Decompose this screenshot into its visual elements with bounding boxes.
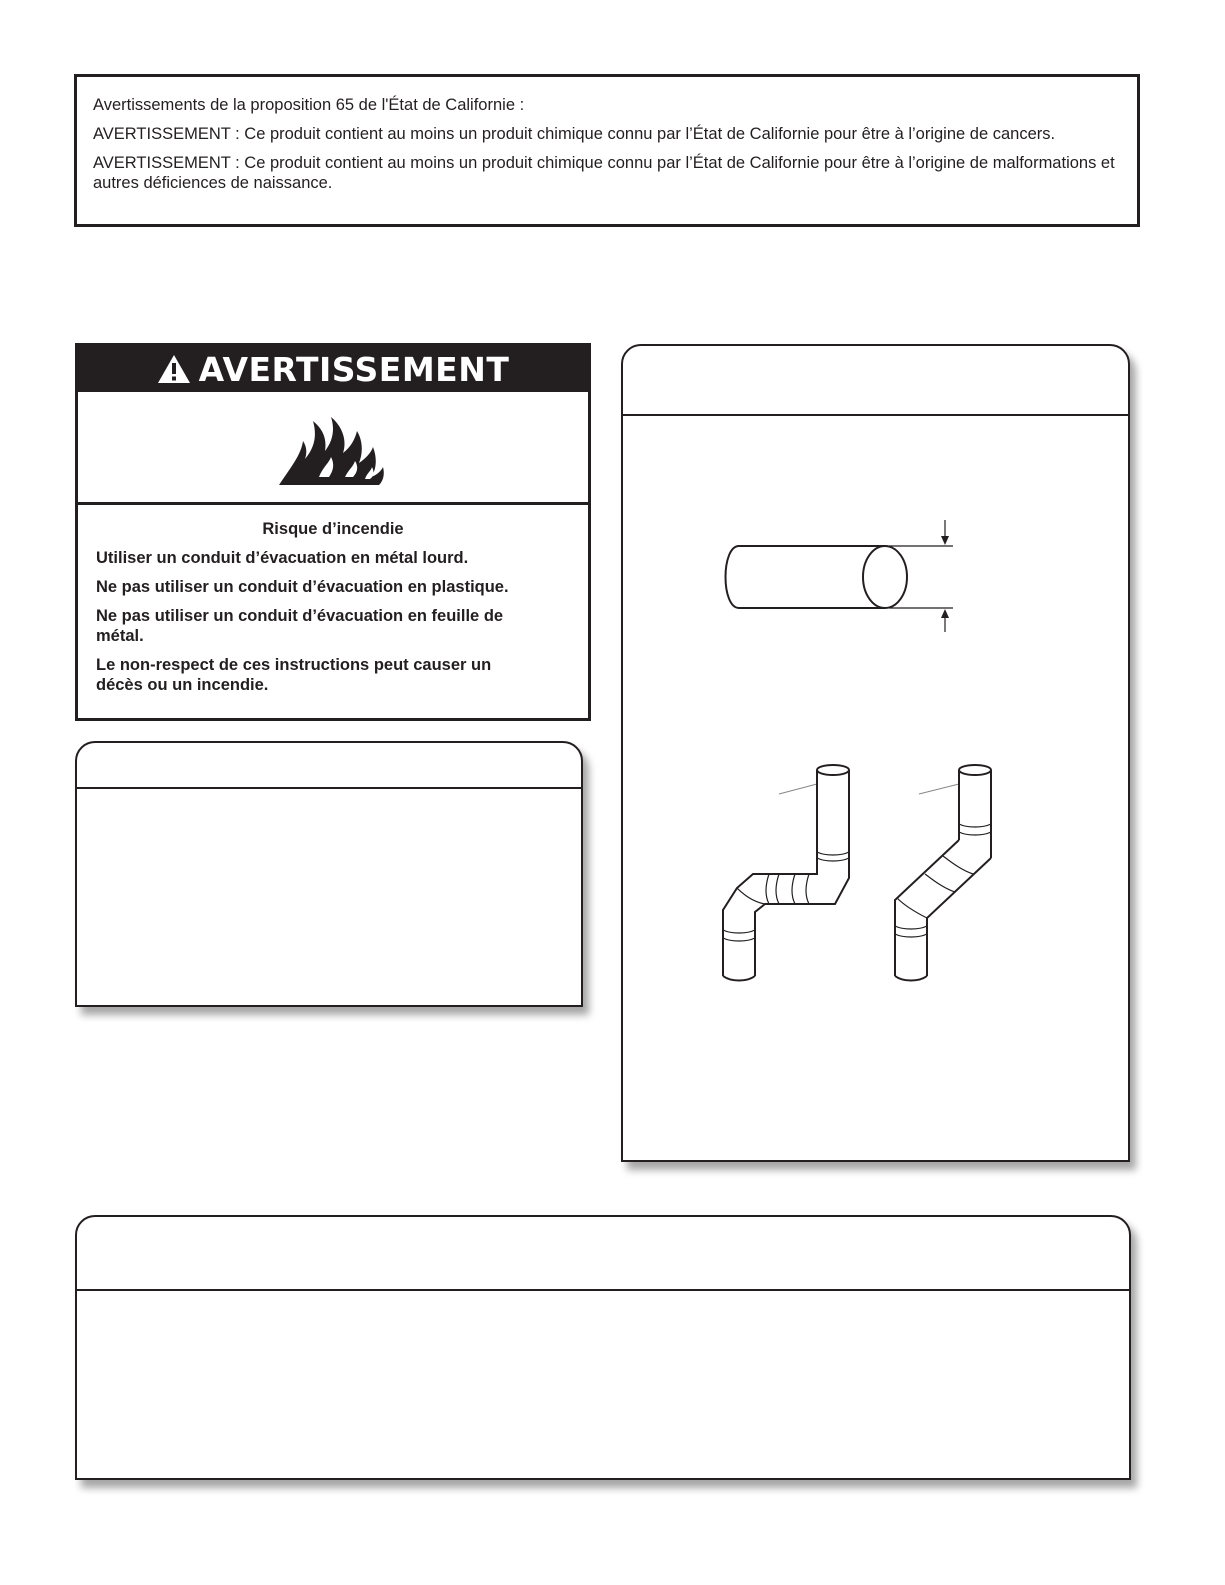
signal-word: AVERTISSEMENT xyxy=(198,349,510,389)
panel-header-divider xyxy=(77,1289,1129,1291)
warning-line-no-foil: Ne pas utiliser un conduit d’évacuation en feuille de métal. xyxy=(96,607,504,645)
prop65-warning-box xyxy=(74,74,1140,227)
fire-icon xyxy=(273,407,393,487)
warning-line-no-plastic: Ne pas utiliser un conduit d’évacuation en plastique. xyxy=(96,578,509,596)
elbow-duct-assembly-90 xyxy=(719,762,859,984)
warning-text xyxy=(78,505,588,695)
bottom-info-panel xyxy=(75,1215,1131,1480)
warning-line-metal-duct: Utiliser un conduit d’évacuation en métal lourd. xyxy=(96,549,469,567)
panel-header-divider xyxy=(623,414,1128,416)
prop65-heading: Avertissements de la proposition 65 de l'État de Californie : xyxy=(93,96,525,114)
panel-header-divider xyxy=(77,787,581,789)
prop65-birth-defect-warning: AVERTISSEMENT : Ce produit contient au moins un produit chimique connu par l’État de Californie pour être à l’origine de malformations et autres déficiences de naissance. xyxy=(93,154,1115,192)
duct-diameter-diagram xyxy=(719,514,969,634)
fire-warning-box xyxy=(75,343,591,721)
right-duct-panel xyxy=(621,344,1130,1162)
warning-line-consequence: Le non-respect de ces instructions peut causer un décès ou un incendie. xyxy=(96,656,492,694)
left-info-panel xyxy=(75,741,583,1007)
fire-image-area xyxy=(78,392,588,505)
warning-triangle-icon xyxy=(157,354,191,384)
elbow-duct-assembly-45 xyxy=(869,762,1009,984)
warning-header xyxy=(78,346,588,392)
hazard-title: Risque d’incendie xyxy=(262,520,404,538)
prop65-cancer-warning: AVERTISSEMENT : Ce produit contient au moins un produit chimique connu par l’État de Californie pour être à l’origine de cancers. xyxy=(93,125,1056,143)
